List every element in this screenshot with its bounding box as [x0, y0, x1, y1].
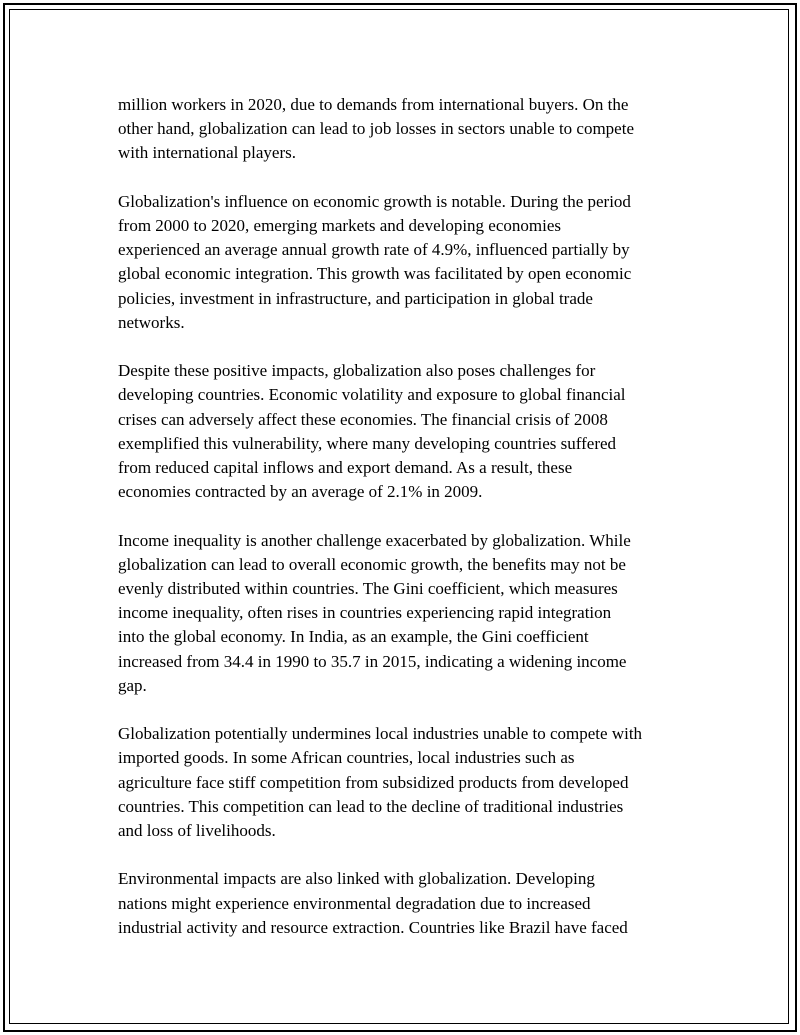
paragraph-income-inequality: Income inequality is another challenge exacerbated by globalization. While globalization can lead to overall economic growth, the benefits may not be evenly distributed within countries. The Gini coefficient, which measures income inequality, often rises in countries experiencing rapid integration into the global economy. In India, as an example, the Gini coefficient increased from 34.4 in 1990 to 35.7 in 2015, indicating a widening income gap.	[118, 530, 631, 695]
paragraph-challenges: Despite these positive impacts, globalization also poses challenges for developing countries. Economic volatility and exposure to global financial crises can adversely affect these economies. The financial crisis of 2008 exemplified this vulnerability, where many developing countries suffered from reduced capital inflows and export demand. As a result, these economies contracted by an average of 2.1% in 2009.	[118, 361, 626, 502]
document-body	[118, 93, 690, 964]
paragraph-local-industries: Globalization potentially undermines local industries unable to compete with imported goods. In some African countries, local industries such as agriculture face stiff competition from subsidized products from developed countries. This competition can lead to the decline of traditional industries and loss of livelihoods.	[118, 724, 643, 841]
paragraph-environmental-impacts: Environmental impacts are also linked with globalization. Developing nations might experience environmental degradation due to increased industrial activity and resource extraction. Countries like Brazil have faced	[118, 869, 628, 937]
paragraph-workers: million workers in 2020, due to demands from international buyers. On the other hand, globalization can lead to job losses in sectors unable to compete with international players.	[118, 95, 634, 163]
paragraph-economic-growth: Globalization's influence on economic growth is notable. During the period from 2000 to 2020, emerging markets and developing economies experienced an average annual growth rate of 4.9%, influenced partially by global economic integration. This growth was facilitated by open economic policies, investment in infrastructure, and participation in global trade networks.	[118, 191, 632, 332]
